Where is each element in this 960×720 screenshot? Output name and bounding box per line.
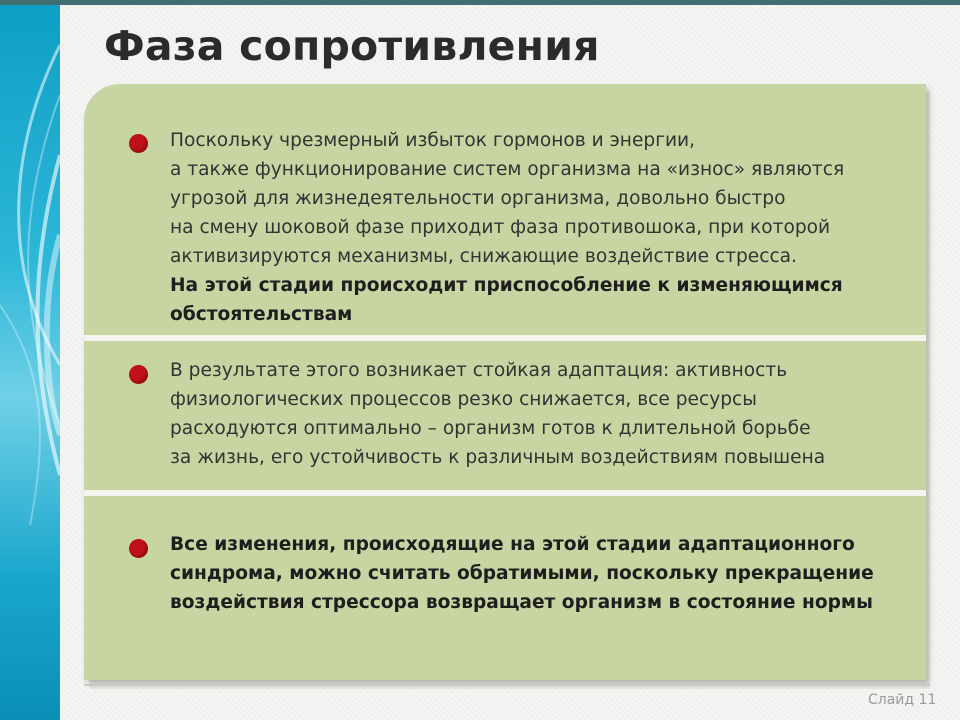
paragraph-line: расходуются оптимально – организм готов к длительной борьбе bbox=[170, 418, 811, 439]
slide-number: Слайд 11 bbox=[868, 692, 937, 708]
paragraph-line: активизируются механизмы, снижающие воздействие стресса. bbox=[170, 246, 797, 267]
paragraph-line: физиологических процессов резко снижается, все ресурсы bbox=[170, 389, 757, 410]
bullet-icon bbox=[129, 539, 148, 558]
paragraph-bold-line: На этой стадии происходит приспособление к изменяющимся bbox=[170, 275, 843, 296]
paragraph-line: а также функционирование систем организма на «износ» являются bbox=[170, 159, 845, 180]
decorative-left-band bbox=[0, 5, 60, 720]
paragraph-bold-line: синдрома, можно считать обратимыми, поскольку прекращение bbox=[170, 563, 874, 584]
slide-title: Фаза сопротивления bbox=[104, 22, 600, 70]
paragraph-3 bbox=[170, 530, 890, 617]
section-divider bbox=[84, 335, 926, 341]
bottom-rule bbox=[84, 684, 930, 686]
paragraph-bold-line: воздействия стрессора возвращает организм в состояние нормы bbox=[170, 592, 873, 613]
decorative-wave-graphic bbox=[0, 5, 60, 720]
section-divider bbox=[84, 490, 926, 496]
paragraph-line: за жизнь, его устойчивость к различным воздействиям повышена bbox=[170, 447, 826, 468]
bullet-icon bbox=[129, 365, 148, 384]
paragraph-line: на смену шоковой фазе приходит фаза противошока, при которой bbox=[170, 217, 831, 238]
paragraph-2 bbox=[170, 356, 890, 472]
content-card bbox=[84, 84, 926, 680]
paragraph-1 bbox=[170, 126, 890, 329]
paragraph-line: угрозой для жизнедеятельности организма, довольно быстро bbox=[170, 188, 786, 209]
paragraph-bold-line: Все изменения, происходящие на этой стадии адаптационного bbox=[170, 534, 855, 555]
bullet-icon bbox=[129, 134, 148, 153]
paragraph-line: Поскольку чрезмерный избыток гормонов и энергии, bbox=[170, 130, 696, 151]
paragraph-bold-line: обстоятельствам bbox=[170, 304, 353, 325]
paragraph-line: В результате этого возникает стойкая адаптация: активность bbox=[170, 360, 788, 381]
